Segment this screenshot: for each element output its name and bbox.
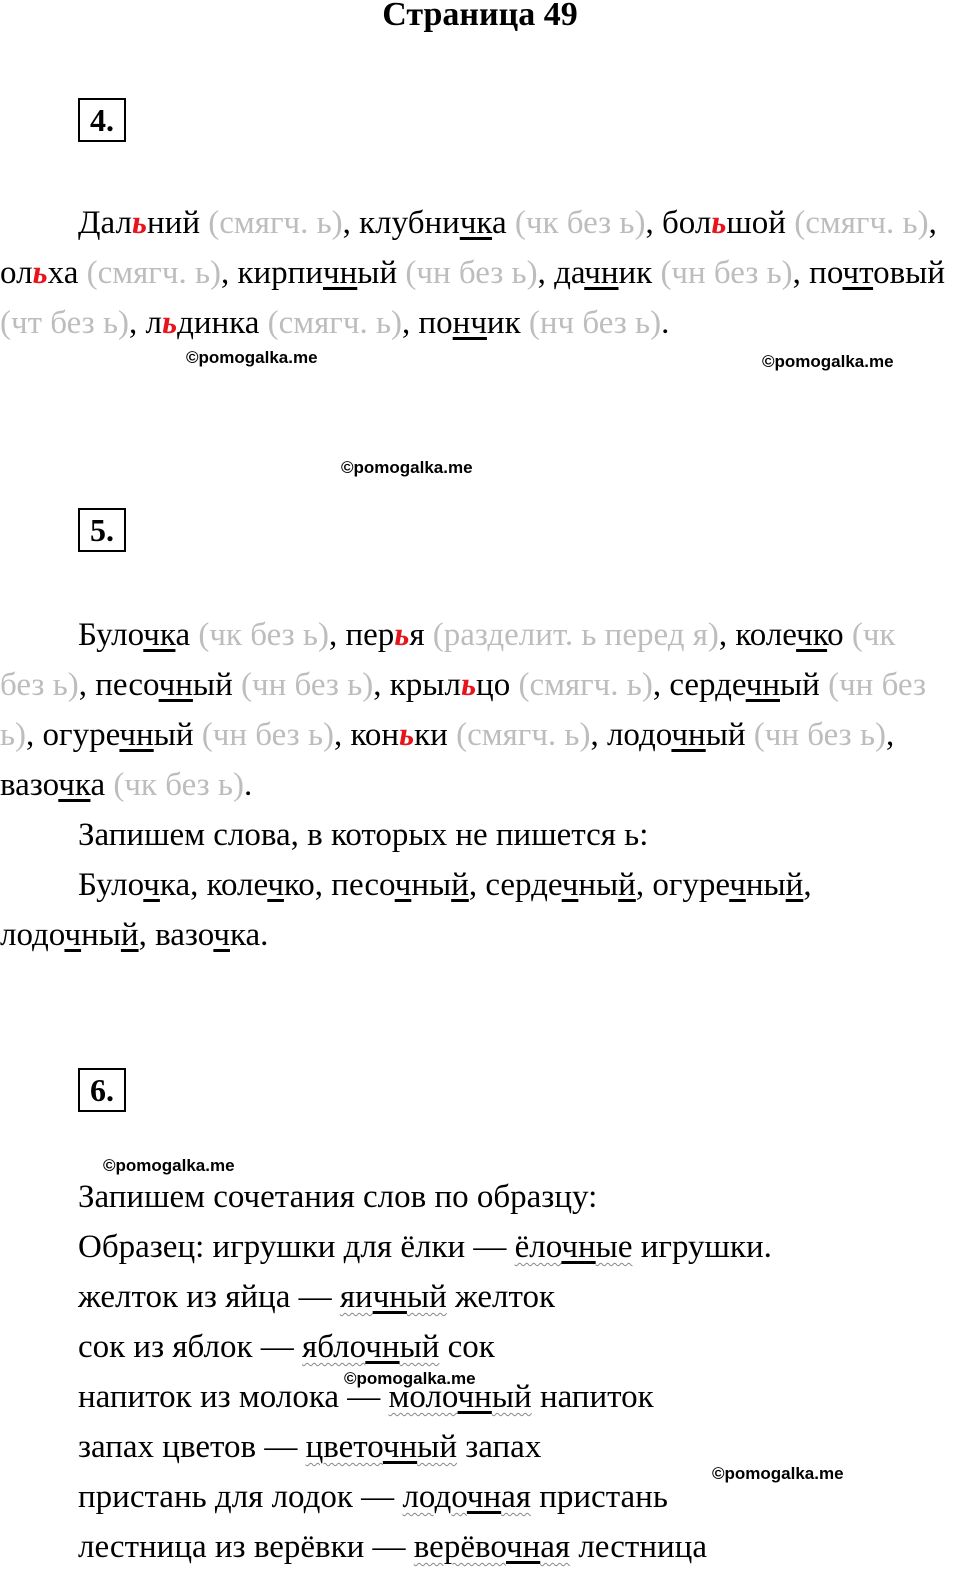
text-segment: ый	[192, 667, 242, 703]
text-segment: Образец: игрушки для ёлки —	[78, 1229, 515, 1265]
text-segment: ны	[411, 867, 452, 903]
exercise-number-5: 5.	[78, 508, 126, 552]
paragraph	[0, 1272, 948, 1322]
text-segment: сок из яблок —	[78, 1329, 303, 1365]
text-segment: ны	[578, 867, 619, 903]
soft-sign-highlight: ь	[711, 205, 727, 241]
spelling-note: (нч без ь)	[528, 305, 662, 341]
underlined-letters: ч	[64, 917, 82, 953]
spelling-note: (смягч. ь)	[208, 205, 343, 241]
text-segment: напиток из молока —	[78, 1379, 389, 1415]
underlined-letters: чн	[323, 255, 358, 291]
derived-word: яи	[339, 1279, 373, 1315]
underlined-letters: чн	[457, 1379, 492, 1415]
text-segment: ый	[779, 667, 829, 703]
text-segment: , лодо	[590, 717, 672, 753]
text-segment: ик	[486, 305, 529, 341]
text-segment: а	[175, 617, 199, 653]
underlined-letters: чн	[365, 1329, 400, 1365]
text-segment: запах цветов —	[78, 1429, 306, 1465]
underlined-letters: ч	[213, 917, 230, 953]
derived-word: ый	[406, 1279, 447, 1315]
underlined-letters: ч	[394, 867, 412, 903]
underlined-letters: чк	[143, 617, 176, 653]
underlined-letters: ч	[561, 867, 579, 903]
spelling-note: (чк без ь)	[113, 767, 244, 803]
spelling-note: (чн без ь)	[405, 255, 538, 291]
text-segment: ый	[357, 255, 406, 291]
derived-word: цвето	[305, 1429, 383, 1465]
underlined-letters: й	[785, 867, 804, 903]
derived-word: ый	[491, 1379, 532, 1415]
spelling-note: (смягч. ь)	[794, 205, 929, 241]
text-segment: , вазо	[138, 917, 214, 953]
watermark: ©pomogalka.me	[712, 1464, 844, 1483]
text-segment: а	[90, 767, 114, 803]
text-segment: , пер	[328, 617, 395, 653]
text-segment: ка, коле	[159, 867, 268, 903]
derived-word: ые	[595, 1229, 633, 1265]
text-segment: запах	[457, 1429, 542, 1465]
underlined-letters: чн	[561, 1229, 596, 1265]
underlined-letters: ч	[267, 867, 284, 903]
underlined-letters: й	[120, 917, 139, 953]
text-segment: , ол	[0, 205, 937, 291]
text-segment: лестница	[570, 1529, 707, 1565]
text-segment: , крыл	[373, 667, 461, 703]
soft-sign-highlight: ь	[32, 255, 48, 291]
derived-word: ёло	[514, 1229, 562, 1265]
text-segment: , серде	[468, 867, 562, 903]
text-segment: желток	[446, 1279, 556, 1315]
text-segment: , песо	[78, 667, 159, 703]
spelling-note: (разделит. ь перед я)	[432, 617, 719, 653]
underlined-letters: ч	[143, 867, 160, 903]
text-segment: ний	[147, 205, 209, 241]
soft-sign-highlight: ь	[394, 617, 410, 653]
soft-sign-highlight: ь	[131, 205, 148, 241]
paragraph	[0, 198, 948, 348]
text-segment: ки	[414, 717, 457, 753]
text-segment: о	[827, 617, 852, 653]
spelling-note: (чн без ь)	[753, 717, 887, 753]
text-segment: , по	[401, 305, 453, 341]
text-segment: овый	[873, 255, 945, 291]
underlined-letters: чн	[505, 1529, 541, 1565]
spelling-note: (смягч. ь)	[267, 305, 402, 341]
text-segment: , л	[129, 305, 162, 341]
paragraph	[0, 810, 948, 860]
text-segment: , клубни	[342, 205, 460, 241]
paragraph	[0, 860, 948, 960]
spelling-note: (чн без ь)	[660, 255, 793, 291]
watermark: ©pomogalka.me	[341, 458, 473, 477]
text-segment: пристань	[530, 1479, 668, 1515]
underlined-letters: й	[618, 867, 636, 903]
paragraph	[0, 1522, 948, 1572]
derived-word: ябло	[302, 1329, 366, 1365]
spelling-note: (чк без ь)	[198, 617, 329, 653]
derived-word: верёво	[413, 1529, 506, 1565]
exercise-5-text	[0, 610, 948, 960]
paragraph	[0, 610, 948, 810]
exercise-number-6: 6.	[78, 1068, 126, 1112]
text-segment: цо	[476, 667, 519, 703]
underlined-letters: чк	[796, 617, 828, 653]
spelling-note: (чт без ь)	[0, 305, 129, 341]
text-segment: ха	[47, 255, 87, 291]
text-segment: , кирпи	[220, 255, 323, 291]
text-segment: желток из яйца —	[78, 1279, 340, 1315]
spelling-note: (чн без ь)	[201, 717, 335, 753]
text-segment: ый	[705, 717, 754, 753]
underlined-letters: чт	[842, 255, 874, 291]
text-segment: .	[661, 305, 670, 341]
text-segment: пристань для лодок —	[78, 1479, 403, 1515]
soft-sign-highlight: ь	[161, 305, 178, 341]
text-segment: напиток	[531, 1379, 654, 1415]
text-segment: , серде	[652, 667, 746, 703]
text-segment: , огуре	[26, 717, 120, 753]
underlined-letters: чн	[466, 1479, 502, 1515]
underlined-letters: чн	[745, 667, 780, 703]
text-segment: , лодо	[0, 867, 812, 953]
text-segment: сок	[439, 1329, 495, 1365]
underlined-letters: нч	[452, 305, 487, 341]
spelling-note: (чк без ь)	[514, 205, 646, 241]
underlined-letters: й	[451, 867, 469, 903]
underlined-letters: чн	[158, 667, 193, 703]
text-segment: , по	[792, 255, 843, 291]
text-segment: динка	[177, 305, 268, 341]
paragraph	[0, 1172, 948, 1222]
derived-word: ая	[501, 1479, 531, 1515]
underlined-letters: чн	[372, 1279, 407, 1315]
spelling-note: (смягч. ь)	[518, 667, 653, 703]
text-segment: , коле	[718, 617, 797, 653]
text-segment: , вазо	[0, 717, 895, 803]
text-segment: Було	[78, 867, 144, 903]
text-segment: Дал	[78, 205, 132, 241]
underlined-letters: чк	[459, 205, 492, 241]
soft-sign-highlight: ь	[399, 717, 415, 753]
text-segment: ка.	[229, 917, 269, 953]
text-segment: ик	[618, 255, 661, 291]
text-segment: лестница из верёвки —	[78, 1529, 414, 1565]
text-segment: Запишем слова, в которых не пишется ь:	[78, 817, 649, 853]
derived-word: ый	[399, 1329, 440, 1365]
watermark: ©pomogalka.me	[103, 1156, 235, 1175]
text-segment: , да	[537, 255, 585, 291]
text-segment: а	[491, 205, 515, 241]
spelling-note: (смягч. ь)	[456, 717, 591, 753]
paragraph	[0, 1222, 948, 1272]
underlined-letters: чн	[382, 1429, 418, 1465]
watermark: ©pomogalka.me	[762, 352, 894, 371]
underlined-letters: чн	[584, 255, 619, 291]
spelling-note: (чн без ь)	[0, 667, 927, 753]
text-segment: , бол	[645, 205, 712, 241]
exercise-4-text	[0, 198, 948, 348]
derived-word: ая	[540, 1529, 571, 1565]
derived-word: моло	[388, 1379, 458, 1415]
text-segment: я	[409, 617, 433, 653]
underlined-letters: чн	[119, 717, 154, 753]
text-segment: Запишем сочетания слов по образцу:	[78, 1179, 598, 1215]
spelling-note: (смягч. ь)	[86, 255, 221, 291]
watermark: ©pomogalka.me	[186, 348, 318, 367]
text-segment: , кон	[334, 717, 400, 753]
text-segment: , огуре	[635, 867, 730, 903]
text-segment: ый	[153, 717, 202, 753]
text-segment: Було	[78, 617, 144, 653]
underlined-letters: ч	[729, 867, 746, 903]
soft-sign-highlight: ь	[460, 667, 477, 703]
derived-word: ый	[417, 1429, 458, 1465]
underlined-letters: чк	[58, 767, 91, 803]
derived-word: лодо	[402, 1479, 467, 1515]
spelling-note: (чк без ь)	[0, 617, 896, 703]
text-segment: ны	[81, 917, 121, 953]
exercise-number-4: 4.	[78, 98, 126, 142]
text-segment: игрушки.	[632, 1229, 772, 1265]
text-segment: .	[243, 767, 253, 803]
watermark: ©pomogalka.me	[344, 1369, 476, 1388]
text-segment: ны	[745, 867, 786, 903]
text-segment: ко, песо	[283, 867, 395, 903]
page-title: Страница 49	[382, 0, 578, 33]
underlined-letters: чн	[671, 717, 706, 753]
paragraph	[0, 1322, 948, 1372]
text-segment: шой	[726, 205, 795, 241]
spelling-note: (чн без ь)	[241, 667, 374, 703]
